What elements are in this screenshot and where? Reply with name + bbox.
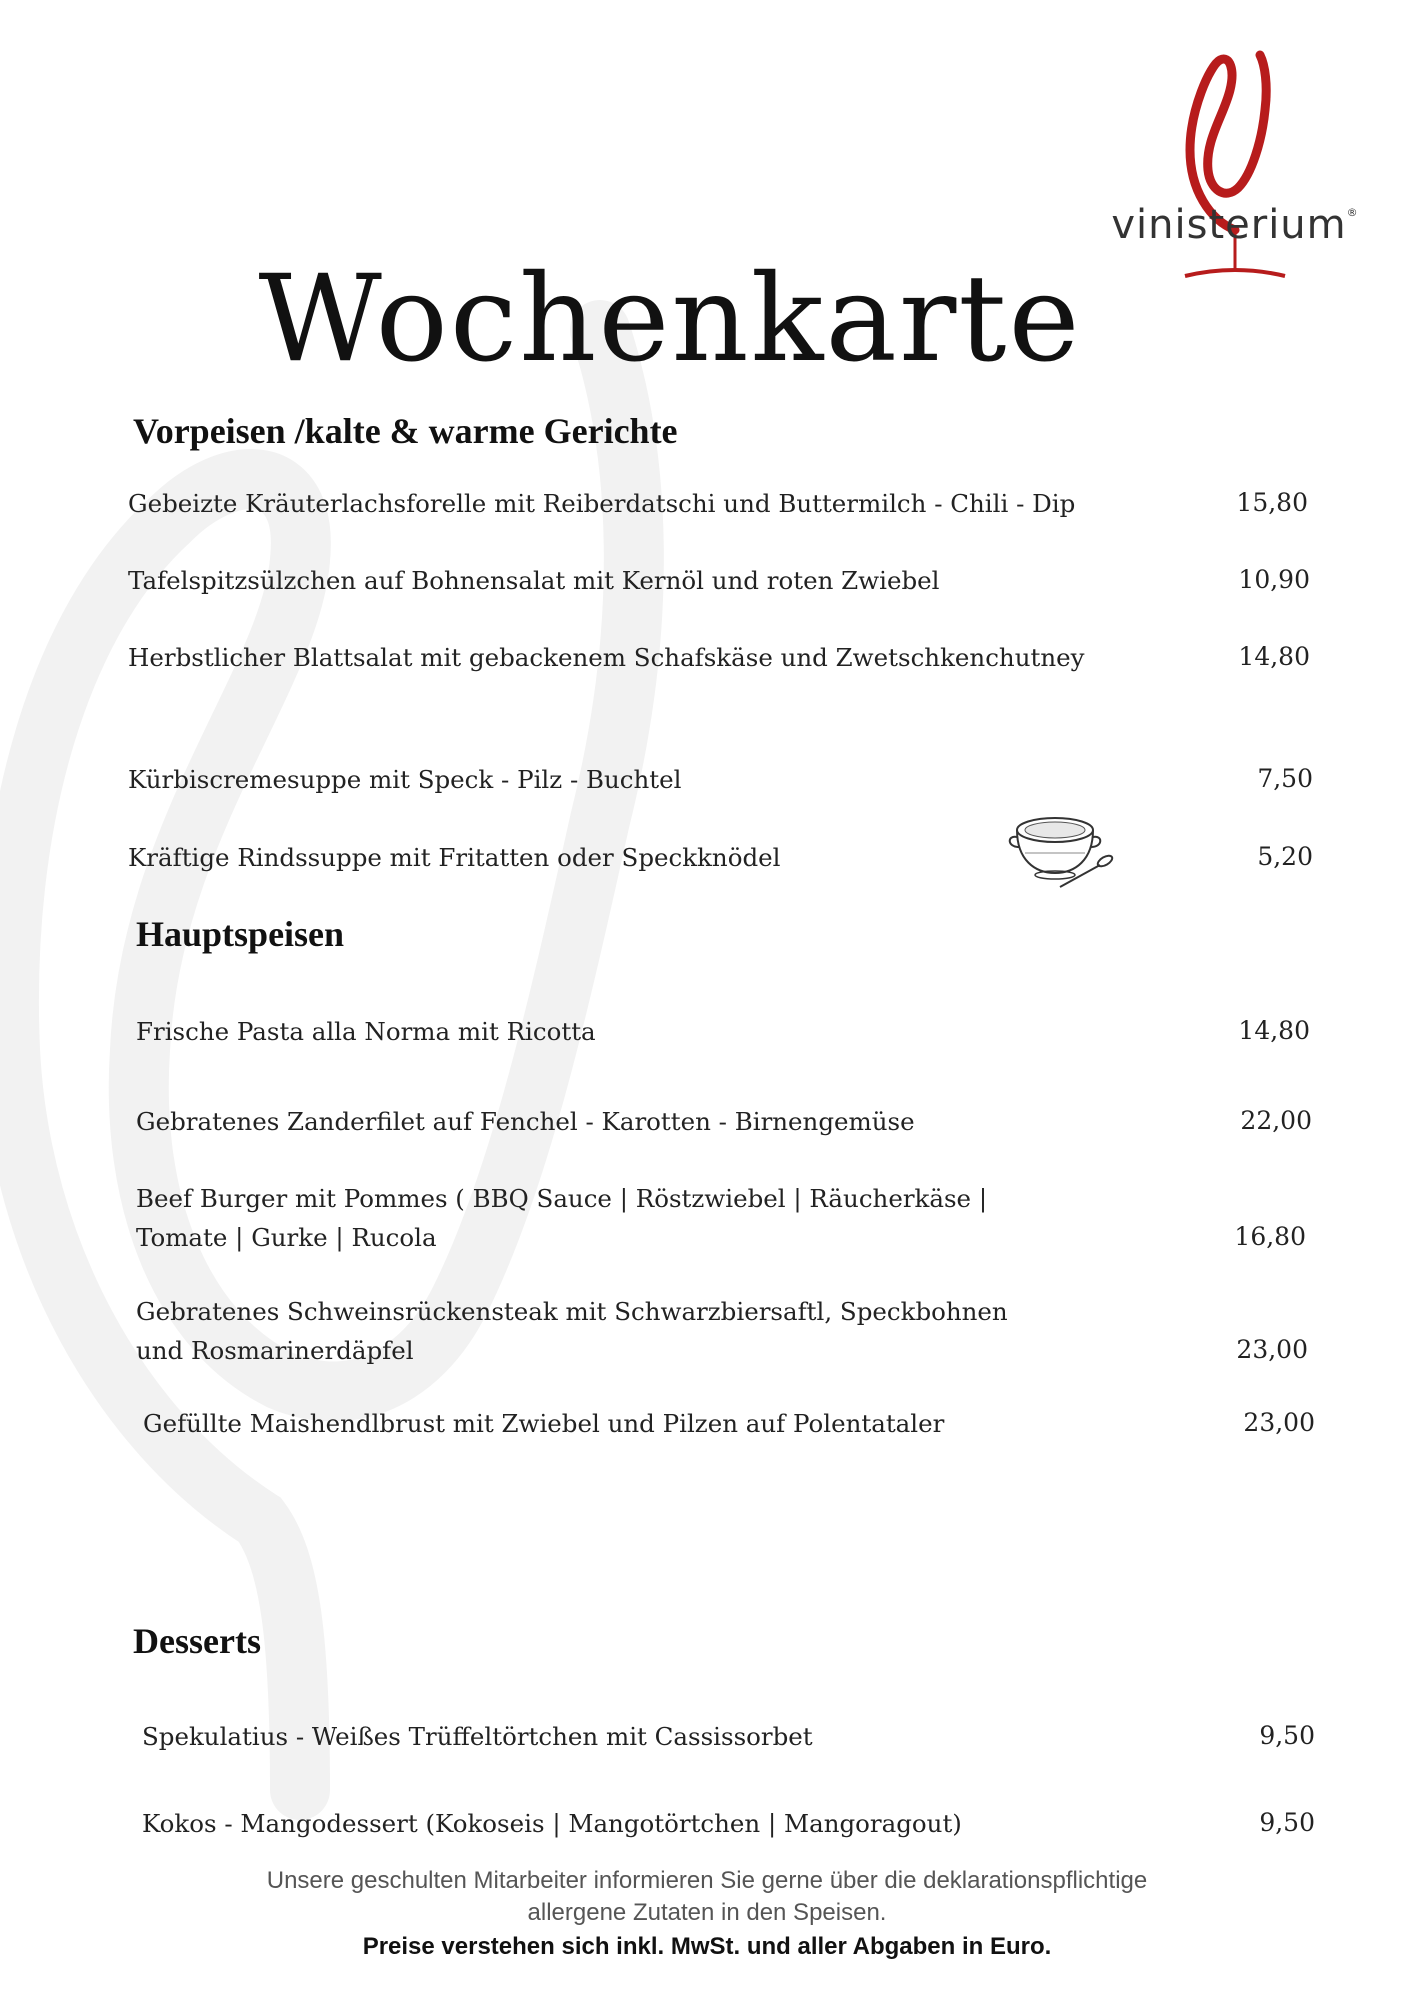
page-title: Wochenkarte — [258, 250, 1082, 389]
allergen-note-line1: Unsere geschulten Mitarbeiter informieren Sie gerne über die deklarationspflichtige — [266, 1867, 1148, 1894]
menu-item-price: 22,00 — [1240, 1106, 1312, 1135]
menu-item-price: 9,50 — [1259, 1808, 1315, 1837]
soup-bowl-icon — [1005, 805, 1125, 900]
menu-item: Gebratenes Zanderfilet auf Fenchel - Karotten - Birnengemüse — [136, 1107, 915, 1136]
allergen-note-line2: allergene Zutaten in den Speisen. — [527, 1899, 887, 1926]
menu-item: Gefüllte Maishendlbrust mit Zwiebel und Pilzen auf Polentataler — [143, 1409, 945, 1438]
menu-item-price: 23,00 — [1243, 1408, 1315, 1437]
menu-item: Tafelspitzsülzchen auf Bohnensalat mit Kernöl und roten Zwiebel — [128, 566, 940, 595]
menu-item-price: 16,80 — [1234, 1222, 1306, 1251]
section-heading-desserts: Desserts — [133, 1621, 261, 1661]
menu-item-price: 5,20 — [1257, 842, 1313, 871]
menu-item: Spekulatius - Weißes Trüffeltörtchen mit Cassissorbet — [142, 1722, 813, 1751]
menu-item-price: 14,80 — [1238, 1016, 1310, 1045]
menu-item: Kürbiscremesuppe mit Speck - Pilz - Buchtel — [128, 765, 682, 794]
section-heading-starters: Vorpeisen /kalte & warme Gerichte — [133, 411, 678, 451]
brand-name: vinisterium® — [1111, 202, 1359, 248]
allergen-footer — [0, 1865, 1414, 1965]
menu-item-price: 23,00 — [1236, 1335, 1308, 1364]
price-note: Preise verstehen sich inkl. MwSt. und aller Abgaben in Euro. — [362, 1933, 1052, 1960]
menu-item-price: 14,80 — [1238, 642, 1310, 671]
menu-item: Gebeizte Kräuterlachsforelle mit Reiberdatschi und Buttermilch - Chili - Dip — [128, 489, 1076, 518]
menu-item-price: 9,50 — [1259, 1721, 1315, 1750]
menu-item-price: 15,80 — [1236, 488, 1308, 517]
menu-item-continued: Tomate | Gurke | Rucola — [136, 1223, 437, 1252]
menu-item-price: 7,50 — [1257, 764, 1313, 793]
section-heading-mains: Hauptspeisen — [136, 914, 345, 954]
menu-item: Beef Burger mit Pommes ( BBQ Sauce | Röstzwiebel | Räucherkäse | — [136, 1184, 988, 1213]
menu-item-price: 10,90 — [1238, 565, 1310, 594]
menu-item-continued: und Rosmarinerdäpfel — [136, 1336, 414, 1365]
menu-item: Kokos - Mangodessert (Kokoseis | Mangotörtchen | Mangoragout) — [142, 1809, 962, 1838]
menu-item: Gebratenes Schweinsrückensteak mit Schwarzbiersaftl, Speckbohnen — [136, 1297, 1008, 1326]
menu-item: Kräftige Rindssuppe mit Fritatten oder Speckknödel — [128, 843, 781, 872]
menu-item: Frische Pasta alla Norma mit Ricotta — [136, 1017, 596, 1046]
menu-item: Herbstlicher Blattsalat mit gebackenem Schafskäse und Zwetschkenchutney — [128, 643, 1085, 672]
